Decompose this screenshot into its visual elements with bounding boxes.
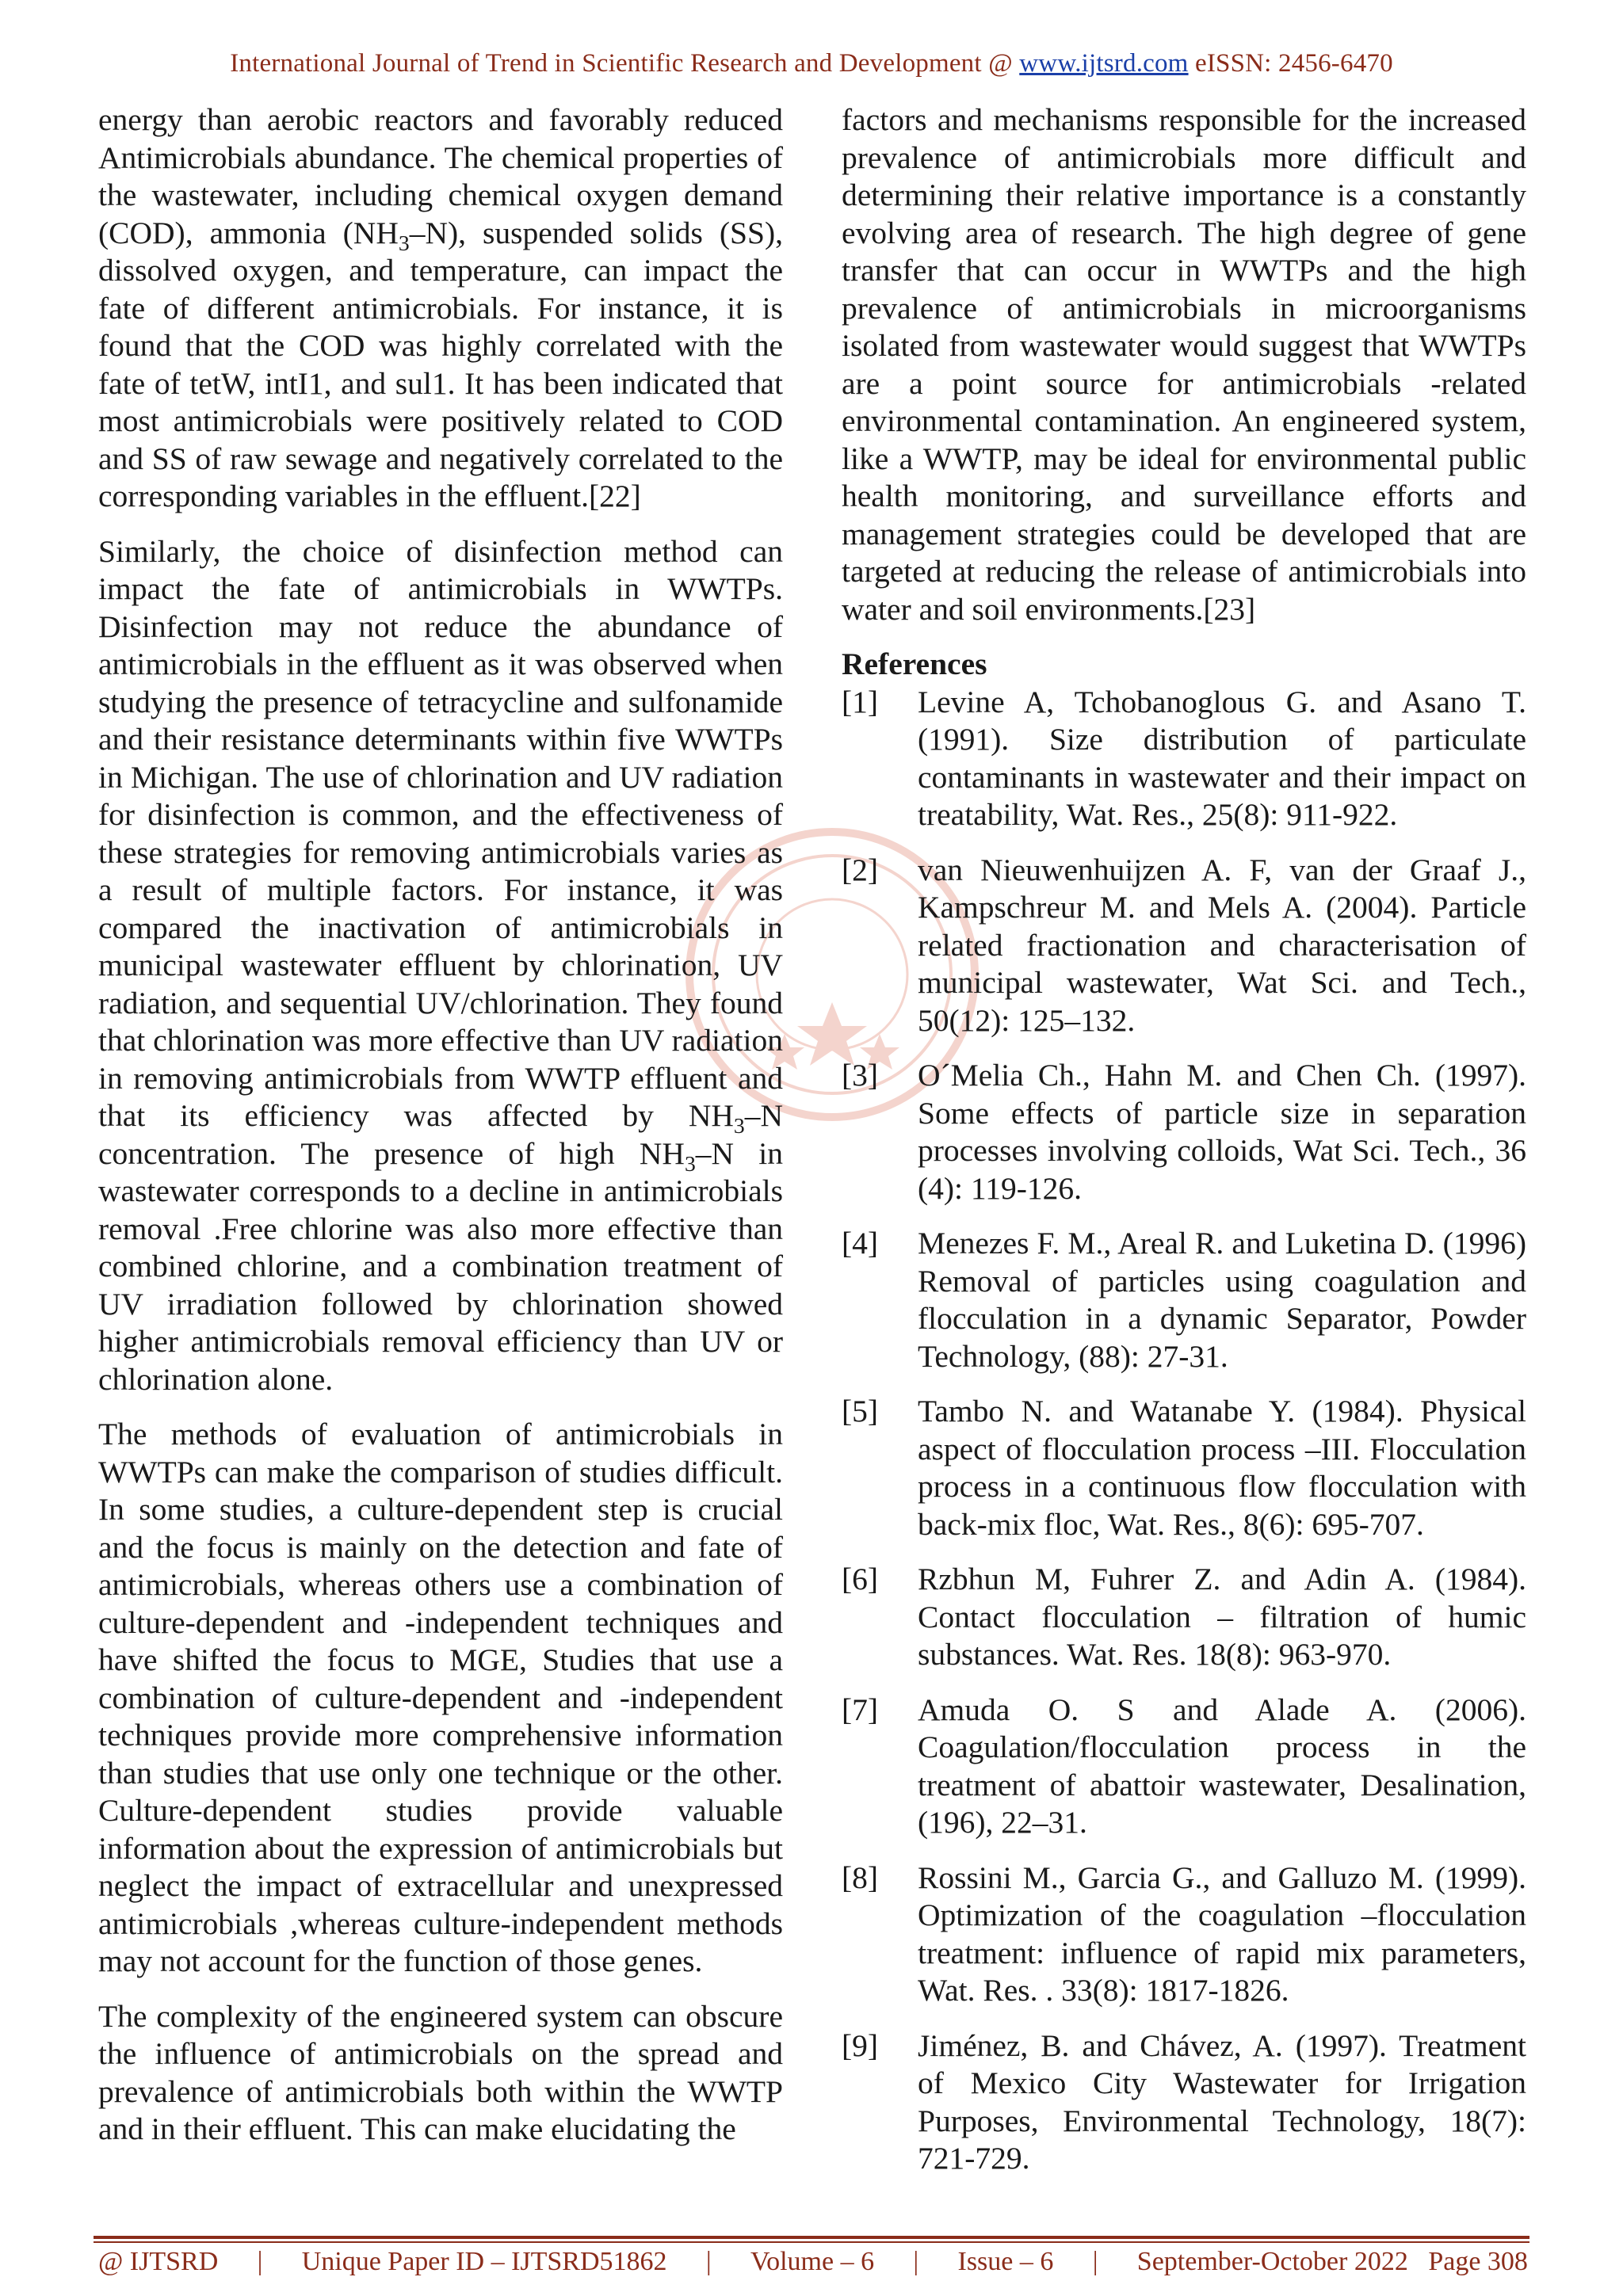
paragraph-evaluation-methods: The methods of evaluation of antimicrobials in WWTPs can make the comparison of studies difficult. In some studies, a culture-dependent step is crucial and the focus is mainly on the detection and fate of antimicrobials, whereas others use a combination of culture-dependent and -independent techniques and have shifted the focus to MGE, Studies that use a combination of culture-dependent and -independent techniques provide more comprehensive information than studies that use only one technique or the other. Culture-dependent studies provide valuable information about the expression of antimicrobials but neglect the impact of extracellular and unexpressed antimicrobials ,whereas culture-independent methods may not account for the function of those genes. [98, 1417, 783, 1978]
right-column [842, 101, 1526, 2195]
reference-number: [3] [842, 1058, 879, 1093]
footer-date-page: September-October 2022 Page 308 [1136, 2247, 1528, 2276]
reference-item [842, 1393, 1526, 1543]
reference-text: Rossini M., Garcia G., and Galluzo M. (1999). Optimization of the coagulation –flocculation treatment: influence of rapid mix parameters, Wat. Res. . 33(8): 1817-1826. [918, 1859, 1526, 2008]
reference-item [842, 1057, 1526, 1207]
footer-separator: | [913, 2247, 919, 2276]
footer-rule-thin [94, 2241, 1529, 2243]
reference-number: [6] [842, 1562, 879, 1596]
reference-text: van Nieuwenhuijzen A. F, van der Graaf J., Kampschreur M. and Mels A. (2004). Particle related fractionation and characterisation of municipal wastewater, Wat Sci. and Tech., 50(12): 125–132. [918, 852, 1526, 1038]
reference-item [842, 1859, 1526, 2010]
reference-item [842, 1225, 1526, 1375]
reference-item [842, 2027, 1526, 2178]
paragraph-cod-chemical-properties: energy than aerobic reactors and favorably reduced Antimicrobials abundance. The chemical properties of the wastewater, including chemical oxygen demand (COD), ammonia $(NH_3-N)$, suspended solids (SS), dissolved oxygen, and temperature, can impact the fate of different antimicrobials. For instance, it is found that the COD was highly correlated with the fate of tetW, intI1, and sul1. It has been indicated that most antimicrobials were positively related to COD and SS of raw sewage and negatively correlated to the corresponding variables in the effluent.[22] [98, 102, 783, 513]
reference-number: [7] [842, 1691, 879, 1727]
reference-item [842, 1691, 1526, 1842]
reference-text: Levine A, Tchobanoglous G. and Asano T. (1991). Size distribution of particulate contaminants in wastewater and their impact on treatability, Wat. Res., 25(8): 911-922. [918, 684, 1526, 832]
footer-separator: | [1092, 2247, 1098, 2276]
footer-separator: | [257, 2247, 263, 2276]
reference-text: Tambo N. and Watanabe Y. (1984). Physical aspect of flocculation process –III. Flocculation process in a continuous flow flocculation with back-mix floc, Wat. Res., 8(6): 695-707. [918, 1394, 1526, 1542]
reference-number: [2] [842, 852, 879, 887]
paragraph-research-conclusion: factors and mechanisms responsible for the increased prevalence of antimicrobials more difficult and determining their relative importance is a constantly evolving area of research. The high degree of gene transfer that can occur in WWTPs and the high prevalence of antimicrobials in microorganisms isolated from wastewater would suggest that WWTPs are a point source for antimicrobials -related environmental contamination. An engineered system, like a WWTP, may be ideal for environmental public health monitoring, and surveillance efforts and management strategies could be developed that are targeted at reducing the release of antimicrobials into water and soil environments.[23] [842, 102, 1526, 627]
footer-volume: Volume – 6 [750, 2247, 875, 2276]
references-list [842, 684, 1526, 2178]
reference-number: [9] [842, 2027, 879, 2063]
reference-text: Amuda O. S and Alade A. (2006). Coagulation/flocculation process in the treatment of abattoir wastewater, Desalination, (196), 22–31. [918, 1691, 1526, 1840]
footer-journal: @ IJTSRD [98, 2247, 219, 2276]
footer-issue: Issue – 6 [957, 2247, 1054, 2276]
reference-number: [4] [842, 1226, 879, 1261]
reference-item [842, 1561, 1526, 1674]
reference-item [842, 684, 1526, 834]
references-heading: References [842, 646, 987, 681]
reference-number: [5] [842, 1394, 879, 1428]
left-column [98, 101, 783, 2166]
footer-paper-id: Unique Paper ID – IJTSRD51862 [301, 2247, 667, 2276]
reference-text: Menezes F. M., Areal R. and Luketina D. (1996) Removal of particles using coagulation and flocculation in a dynamic Separator, Powder Technology, (88): 27-31. [918, 1226, 1526, 1374]
reference-number: [1] [842, 684, 879, 719]
reference-text: Rzbhun M, Fuhrer Z. and Adin A. (1984). Contact flocculation – filtration of humic substances. Wat. Res. 18(8): 963-970. [918, 1562, 1526, 1672]
running-header [0, 49, 1623, 78]
reference-number: [8] [842, 1859, 879, 1895]
reference-text: O´Melia Ch., Hahn M. and Chen Ch. (1997). Some effects of particle size in separation processes involving colloids, Wat Sci. Tech., 36 (4): 119-126. [918, 1058, 1526, 1206]
paragraph-disinfection-method: Similarly, the choice of disinfection method can impact the fate of antimicrobials in WWTPs. Disinfection may not reduce the abundance of antimicrobials in the effluent as it was observed when studying the presence of tetracycline and sulfonamide and their resistance determinants within five WWTPs in Michigan. The use of chlorination and UV radiation for disinfection is common, and the effectiveness of these strategies for removing antimicrobials varies as a result of multiple factors. For instance, it was compared the inactivation of antimicrobials in municipal wastewater effluent by chlorination, UV radiation, and sequential UV/chlorination. They found that chlorination was more effective than UV radiation in removing antimicrobials from WWTP effluent and that its efficiency was affected by $NH_3-N$ concentration. The presence of high $NH_3-N$ in wastewater corresponds to a decline in antimicrobials removal .Free chlorine was also more effective than combined chlorine, and a combination treatment of UV irradiation followed by chlorination showed higher antimicrobials removal efficiency than UV or chlorination alone. [98, 533, 783, 1397]
header-website-link[interactable]: www.ijtsrd.com [1019, 49, 1189, 78]
header-eissn: eISSN: 2456-6470 [1188, 49, 1393, 78]
page-footer [98, 2247, 1528, 2277]
paragraph-engineered-system-complexity: The complexity of the engineered system can obscure the influence of antimicrobials on the spread and prevalence of antimicrobials both within the WWTP and in their effluent. This can make elucidating the [98, 1998, 783, 2146]
header-journal-title: International Journal of Trend in Scientific Research and Development @ [230, 49, 1020, 78]
footer-rule [94, 2236, 1529, 2239]
reference-item [842, 852, 1526, 1040]
reference-text: Jiménez, B. and Chávez, A. (1997). Treatment of Mexico City Wastewater for Irrigation Purposes, Environmental Technology, 18(7): 721-729. [918, 2027, 1526, 2176]
footer-separator: | [705, 2247, 712, 2276]
